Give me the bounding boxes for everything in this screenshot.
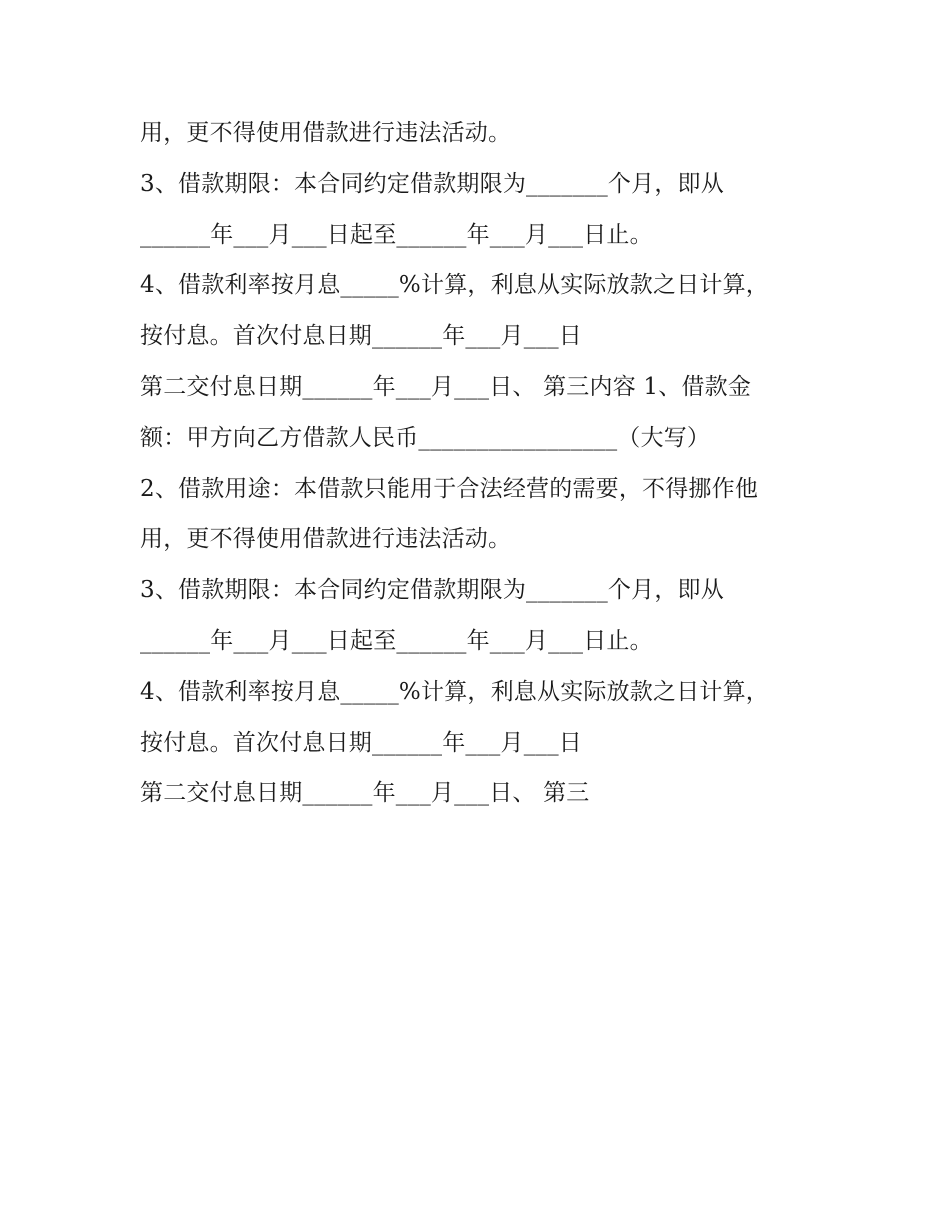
text-line: 3、借款期限：本合同约定借款期限为_______个月，即从 <box>140 170 724 197</box>
text-line: 额：甲方向乙方借款人民币_________________（大写） <box>140 424 711 451</box>
text-line: 按付息。首次付息日期______年___月___日 <box>140 323 582 350</box>
text-line: ______年___月___日起至______年___月___日止。 <box>140 627 653 654</box>
text-line: 第二交付息日期______年___月___日、 第三内容 1、借款金 <box>140 373 752 400</box>
text-line: 4、借款利率按月息_____%计算，利息从实际放款之日计算， <box>140 272 769 299</box>
text-line: 2、借款用途：本借款只能用于合法经营的需要，不得挪作他 <box>140 475 759 502</box>
text-line: 4、借款利率按月息_____%计算，利息从实际放款之日计算， <box>140 678 769 705</box>
text-line: 3、借款期限：本合同约定借款期限为_______个月，即从 <box>140 577 724 604</box>
text-line: 用，更不得使用借款进行违法活动。 <box>140 120 512 146</box>
text-line: 第二交付息日期______年___月___日、 第三 <box>140 780 590 807</box>
text-line: 用，更不得使用借款进行违法活动。 <box>140 526 512 553</box>
text-line: 按付息。首次付息日期______年___月___日 <box>140 729 582 756</box>
text-line: ______年___月___日起至______年___月___日止。 <box>140 221 653 248</box>
document-body <box>140 108 820 819</box>
